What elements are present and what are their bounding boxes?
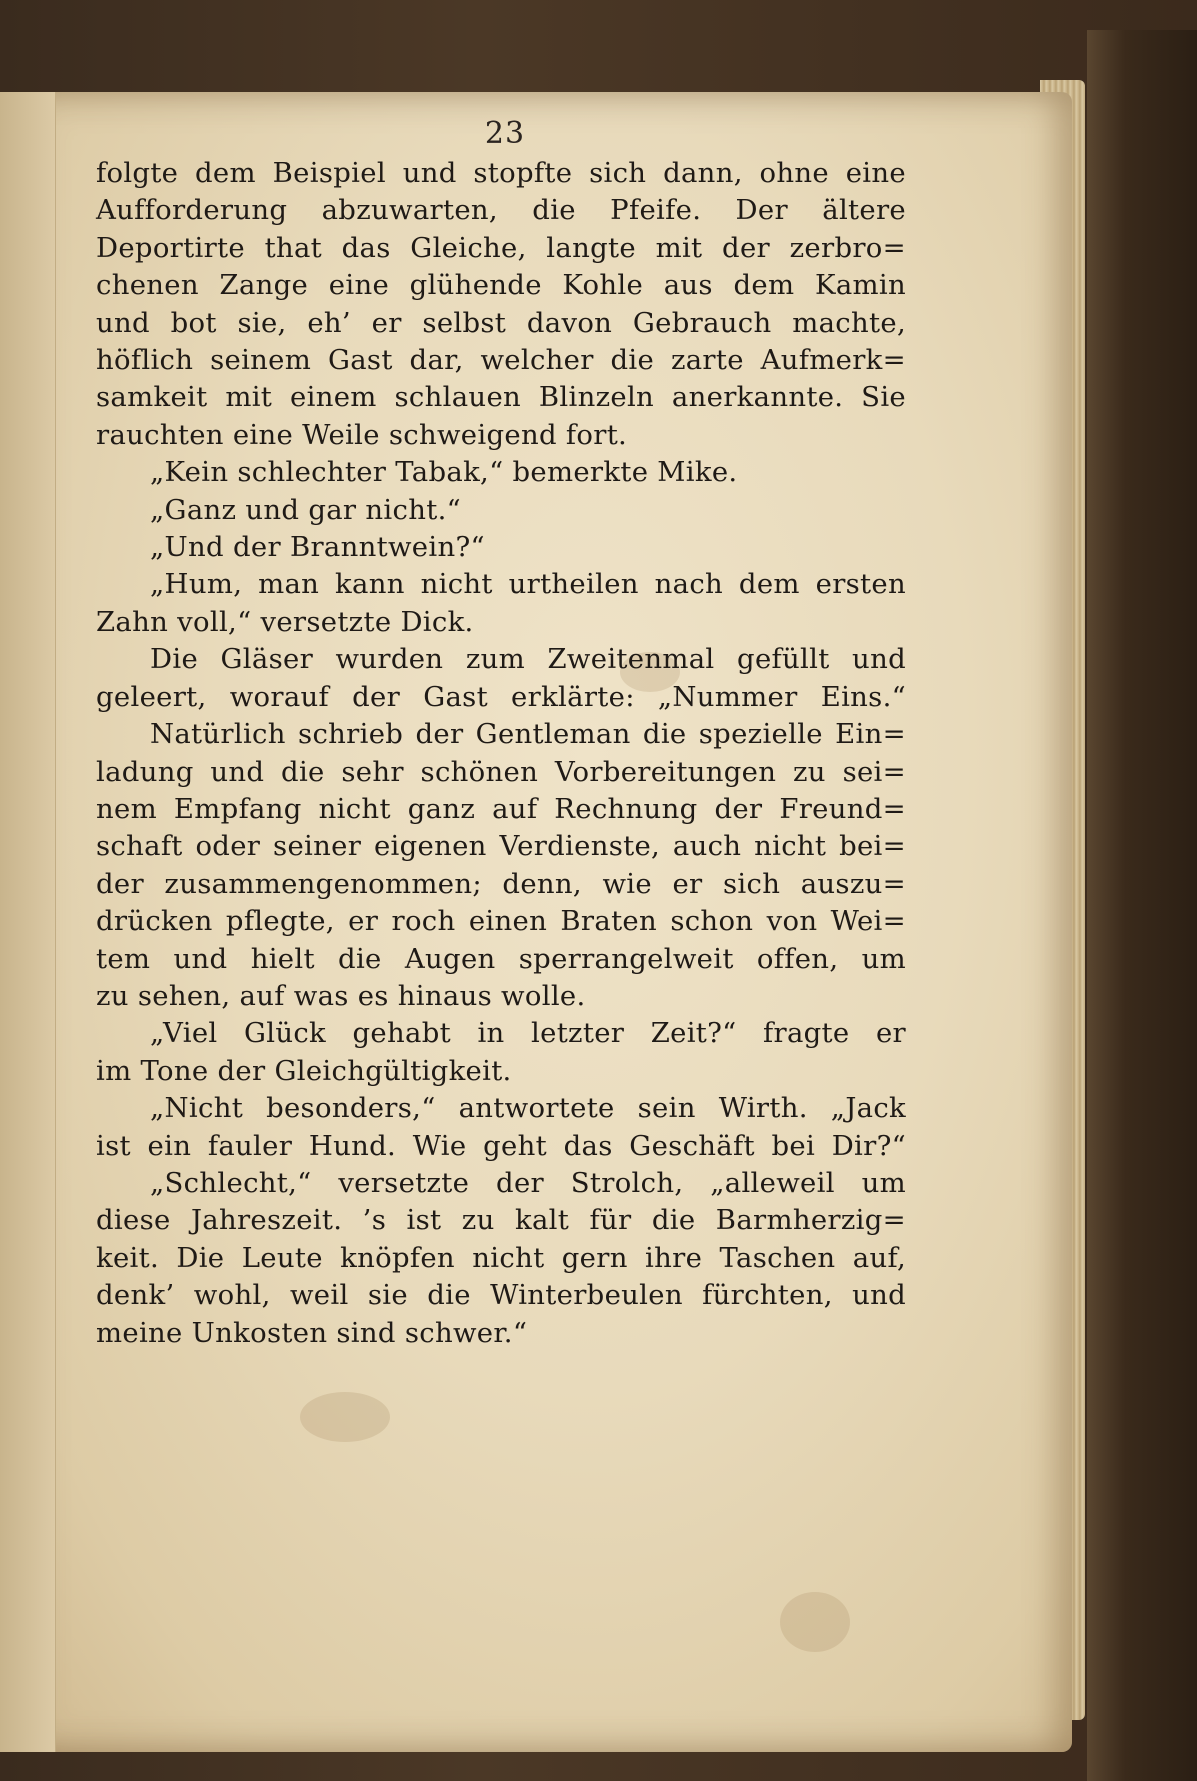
- book-spine-edge: [1087, 30, 1197, 1781]
- text-line: „Ganz und gar nicht.“: [150, 493, 461, 526]
- text-line: Zahn voll,“ versetzte Dick.: [96, 605, 474, 638]
- text-line: schaft oder seiner eigenen Verdienste, auch nicht bei=: [96, 830, 906, 863]
- text-line: der zusammengenommen; denn, wie er sich auszu=: [96, 867, 906, 900]
- text-line: denk’ wohl, weil sie die Winterbeulen fürchten, und: [96, 1279, 906, 1312]
- text-line: „Viel Glück gehabt in letzter Zeit?“ fragte er: [150, 1017, 906, 1050]
- text-line: nem Empfang nicht ganz auf Rechnung der Freund=: [96, 792, 906, 825]
- text-line: Aufforderung abzuwarten, die Pfeife. Der ältere: [96, 194, 906, 227]
- text-line: chenen Zange eine glühende Kohle aus dem Kamin: [96, 269, 906, 302]
- text-line: Die Gläser wurden zum Zweitenmal gefüllt und: [150, 643, 906, 676]
- text-line: und bot sie, eh’ er selbst davon Gebrauch machte,: [96, 306, 906, 339]
- text-line: ladung und die sehr schönen Vorbereitungen zu sei=: [96, 755, 906, 788]
- text-line: rauchten eine Weile schweigend fort.: [96, 418, 628, 451]
- text-line: im Tone der Gleichgültigkeit.: [96, 1054, 512, 1087]
- text-line: „Hum, man kann nicht urtheilen nach dem ersten: [150, 568, 906, 601]
- text-line: „Nicht besonders,“ antwortete sein Wirth. „Jack: [150, 1092, 906, 1125]
- page-number: 23: [484, 116, 526, 151]
- text-line: Deportirte that das Gleiche, langte mit der zerbro=: [96, 231, 906, 264]
- text-line: zu sehen, auf was es hinaus wolle.: [96, 979, 586, 1012]
- text-line: „Und der Branntwein?“: [150, 531, 485, 564]
- text-line: folgte dem Beispiel und stopfte sich dann, ohne eine: [96, 157, 906, 189]
- text-line: ist ein fauler Hund. Wie geht das Geschäft bei Dir?“: [96, 1129, 906, 1162]
- text-line: „Schlecht,“ versetzte der Strolch, „alleweil um: [150, 1166, 906, 1199]
- text-line: samkeit mit einem schlauen Blinzeln anerkannte. Sie: [96, 381, 906, 414]
- text-line: meine Unkosten sind schwer.“: [96, 1316, 528, 1349]
- paper-stain: [780, 1592, 850, 1652]
- text-line: tem und hielt die Augen sperrangelweit offen, um: [96, 942, 906, 975]
- text-line: drücken pflegte, er roch einen Braten schon von Wei=: [96, 905, 906, 938]
- text-line: keit. Die Leute knöpfen nicht gern ihre Taschen auf,: [96, 1241, 906, 1274]
- text-line: diese Jahreszeit. ’s ist zu kalt für die Barmherzig=: [96, 1204, 906, 1237]
- body-text: [96, 155, 906, 1352]
- page-gutter: [0, 92, 56, 1752]
- text-line: Natürlich schrieb der Gentleman die spezielle Ein=: [150, 718, 906, 751]
- text-line: höflich seinem Gast dar, welcher die zarte Aufmerk=: [96, 344, 906, 377]
- text-line: geleert, worauf der Gast erklärte: „Nummer Eins.“: [96, 680, 906, 713]
- text-line: „Kein schlechter Tabak,“ bemerkte Mike.: [150, 456, 738, 489]
- paper-stain: [300, 1392, 390, 1442]
